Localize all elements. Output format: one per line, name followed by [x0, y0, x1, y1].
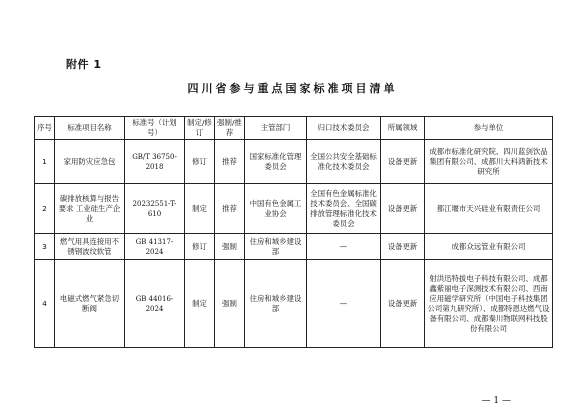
page-number: — 1 —: [481, 396, 511, 406]
cell-technical-committee: 全国公共安全基础标准化技术委员会: [307, 140, 381, 184]
header-standard-number: 标准号（计划号）: [125, 117, 185, 140]
table-row: [35, 260, 553, 348]
cell-index: 2: [35, 184, 55, 234]
cell-project-name: 家用防灾应急包: [55, 140, 125, 184]
cell-field: 设备更新: [381, 184, 425, 234]
cell-index: 4: [35, 260, 55, 348]
cell-develop-revise: 制定: [185, 184, 215, 234]
cell-competent-department: 国家标准化管理委员会: [245, 140, 307, 184]
header-index: 序号: [35, 117, 55, 140]
header-project-name: 标准项目名称: [55, 117, 125, 140]
cell-project-name: 燃气用具连接用不锈钢波纹软管: [55, 234, 125, 260]
cell-mandatory-recommended: 推荐: [215, 140, 245, 184]
table-row: [35, 234, 553, 260]
cell-participating-units: 射洪迅特拔电子科技有限公司、成都鑫紫丽电子深测技术有限公司、西南应用磁学研究所（中国电子科技集团公司第九研究所）、成都特恩达燃气设备有限公司、成都秦川物联网科技股份有限公司: [425, 260, 553, 348]
cell-project-name: 碳排放核算与报告要求 工业硅生产企业: [55, 184, 125, 234]
cell-mandatory-recommended: 强制: [215, 260, 245, 348]
cell-technical-committee: —: [307, 260, 381, 348]
header-field: 所属领域: [381, 117, 425, 140]
cell-develop-revise: 修订: [185, 234, 215, 260]
standards-table: [34, 116, 553, 348]
cell-participating-units: 成都市标准化研究院、四川蓝剑饮品集团有限公司、成都川大科鸿新技术研究所: [425, 140, 553, 184]
cell-standard-number: GB 41317-2024: [125, 234, 185, 260]
cell-index: 3: [35, 234, 55, 260]
cell-field: 设备更新: [381, 140, 425, 184]
header-competent-department: 主管部门: [245, 117, 307, 140]
attachment-label: 附件 1: [66, 58, 102, 71]
cell-index: 1: [35, 140, 55, 184]
cell-develop-revise: 修订: [185, 140, 215, 184]
cell-mandatory-recommended: 推荐: [215, 184, 245, 234]
cell-competent-department: 住房和城乡建设部: [245, 260, 307, 348]
table-row: [35, 140, 553, 184]
cell-competent-department: 中国有色金属工业协会: [245, 184, 307, 234]
header-mandatory-recommended: 强制/推荐: [215, 117, 245, 140]
header-participating-units: 参与单位: [425, 117, 553, 140]
cell-participating-units: 都江堰市天兴硅业有限责任公司: [425, 184, 553, 234]
header-technical-committee: 归口技术委员会: [307, 117, 381, 140]
cell-standard-number: GB/T 36750-2018: [125, 140, 185, 184]
cell-project-name: 电磁式燃气紧急切断阀: [55, 260, 125, 348]
cell-field: 设备更新: [381, 234, 425, 260]
cell-technical-committee: —: [307, 234, 381, 260]
cell-develop-revise: 制定: [185, 260, 215, 348]
cell-field: 设备更新: [381, 260, 425, 348]
document-title: 四川省参与重点国家标准项目清单: [187, 82, 398, 95]
table-row: [35, 184, 553, 234]
cell-standard-number: GB 44016-2024: [125, 260, 185, 348]
cell-technical-committee: 全国有色金属标准化技术委员会、全国碳排放管理标准化技术委员会: [307, 184, 381, 234]
table-header-row: [35, 117, 553, 140]
cell-mandatory-recommended: 强制: [215, 234, 245, 260]
cell-standard-number: 20232551-T-610: [125, 184, 185, 234]
header-develop-revise: 制定/修订: [185, 117, 215, 140]
page-footer: [0, 388, 585, 407]
cell-participating-units: 成都众远管业有限公司: [425, 234, 553, 260]
cell-competent-department: 住房和城乡建设部: [245, 234, 307, 260]
